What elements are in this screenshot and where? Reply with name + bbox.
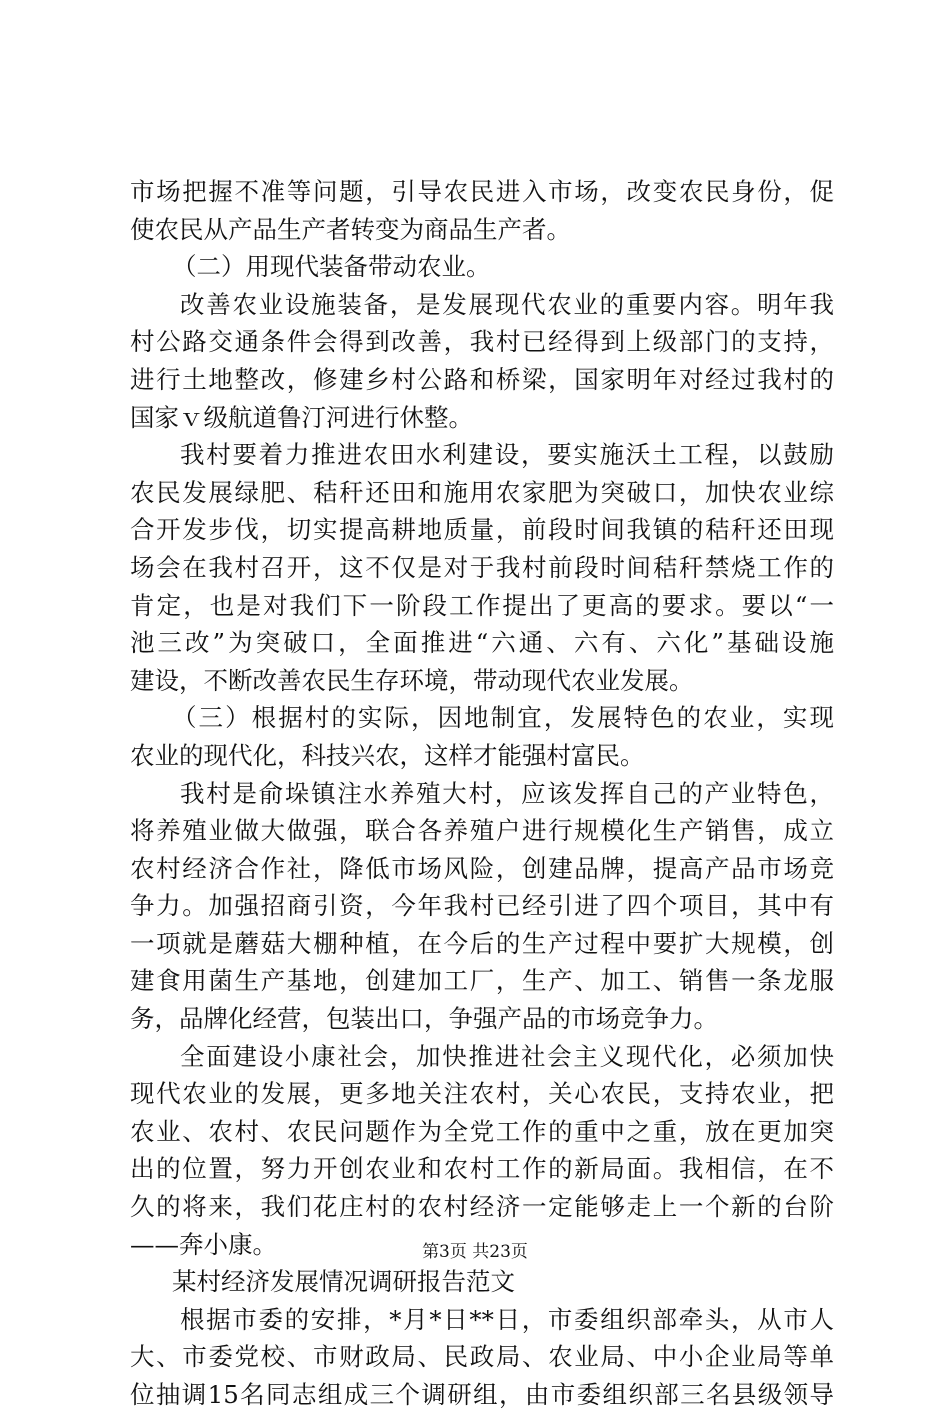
text-line: 久的将来，我们花庄村的农村经济一定能够走上一个新的台阶 <box>130 1192 834 1222</box>
text-line: 争力。加强招商引资，今年我村已经引进了四个项目，其中有 <box>130 891 834 921</box>
text-line: 农村经济合作社，降低市场风险，创建品牌，提高产品市场竞 <box>130 853 834 883</box>
text-line: 改善农业设施装备，是发展现代农业的重要内容。明年我 <box>180 289 834 319</box>
text-line: 合开发步伐，切实提高耕地质量，前段时间我镇的秸秆还田现 <box>130 515 834 545</box>
text-line: 一项就是蘑菇大棚种植，在今后的生产过程中要扩大规模，创 <box>130 928 834 958</box>
text-line: 建食用菌生产基地，创建加工厂，生产、加工、销售一条龙服 <box>130 966 834 996</box>
text-line: 进行土地整改，修建乡村公路和桥梁，国家明年对经过我村的 <box>130 364 834 394</box>
text-line: 务，品牌化经营，包装出口，争强产品的市场竞争力。 <box>130 1004 718 1034</box>
text-line: 农业的现代化，科技兴农，这样才能强村富民。 <box>130 740 645 770</box>
text-line: 建设，不断改善农民生存环境，带动现代农业发展。 <box>130 665 694 695</box>
section-heading: （二）用现代装备带动农业。 <box>172 252 491 282</box>
text-line: 国家ｖ级航道鲁汀河进行休整。 <box>130 402 473 432</box>
text-line: 出的位置，努力开创农业和农村工作的新局面。我相信，在不 <box>130 1154 834 1184</box>
text-line: 大、市委党校、市财政局、民政局、农业局、中小企业局等单 <box>130 1342 834 1372</box>
text-line: 位抽调15名同志组成三个调研组，由市委组织部三名县级领导 <box>130 1380 834 1409</box>
text-line: 现代农业的发展，更多地关注农村，关心农民，支持农业，把 <box>130 1079 834 1109</box>
document-title: 某村经济发展情况调研报告范文 <box>172 1267 515 1297</box>
text-line: 使农民从产品生产者转变为商品生产者。 <box>130 214 571 244</box>
text-line: 肯定，也是对我们下一阶段工作提出了更高的要求。要以“一 <box>130 590 834 620</box>
section-heading: （三）根据村的实际，因地制宜，发展特色的农业，实现 <box>172 703 834 733</box>
text-line: 我村是俞垛镇注水养殖大村，应该发挥自己的产业特色， <box>180 778 834 808</box>
text-line: 场会在我村召开，这不仅是对于我村前段时间秸秆禁烧工作的 <box>130 552 834 582</box>
text-line: 农民发展绿肥、秸秆还田和施用农家肥为突破口，加快农业综 <box>130 477 834 507</box>
document-body <box>130 173 834 1414</box>
text-line: 将养殖业做大做强，联合各养殖户进行规模化生产销售，成立 <box>130 816 834 846</box>
text-line: 根据市委的安排，*月*日**日，市委组织部牵头，从市人 <box>180 1304 834 1334</box>
text-line: 池三改”为突破口，全面推进“六通、六有、六化”基础设施 <box>130 628 834 658</box>
text-line: 我村要着力推进农田水利建设，要实施沃土工程，以鼓励 <box>180 440 834 470</box>
text-line: 村公路交通条件会得到改善，我村已经得到上级部门的支持， <box>130 327 834 357</box>
text-line: ——奔小康。 <box>130 1229 277 1259</box>
text-line: 市场把握不准等问题，引导农民进入市场，改变农民身份，促 <box>130 177 834 206</box>
text-line: 全面建设小康社会，加快推进社会主义现代化，必须加快 <box>180 1041 834 1071</box>
page-number-footer: 第3页 共23页 <box>422 1242 528 1262</box>
text-line: 农业、农村、农民问题作为全党工作的重中之重，放在更加突 <box>130 1116 834 1146</box>
